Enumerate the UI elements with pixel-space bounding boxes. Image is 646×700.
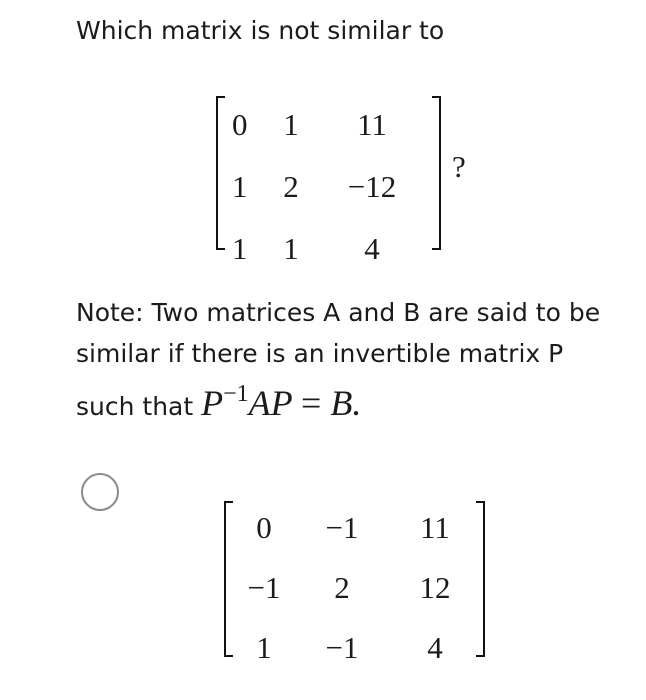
question-matrix [226,93,426,279]
matrix-cell: 0 [256,509,272,545]
matrix-cell: 1 [256,629,272,665]
matrix-cell: −1 [325,509,359,545]
matrix-cell: −1 [325,629,359,665]
matrix-cell: 1 [283,230,299,266]
formula-equals: = [301,383,322,423]
option-1-matrix [232,497,482,677]
question-matrix-right-bracket [432,96,441,250]
matrix-cell: 2 [283,168,299,204]
matrix-cell: −12 [347,168,397,204]
formula-exponent: −1 [223,381,249,407]
matrix-cell: 1 [283,106,299,142]
formula-b: B. [330,383,362,423]
matrix-cell: 2 [334,569,350,605]
matrix-cell: 11 [357,106,387,142]
question-prompt: Which matrix is not similar to [76,16,445,45]
similarity-note [76,292,616,427]
matrix-cell: 0 [232,106,248,142]
option-1-matrix-right-bracket [476,501,485,657]
matrix-cell: 11 [420,509,450,545]
formula-p: P [201,383,224,423]
matrix-cell: −1 [247,569,281,605]
matrix-cell: 4 [364,230,380,266]
note-text: Note: Two matrices A and B are said to be similar if there is an invertible matrix P such that [76,298,601,421]
matrix-cell: 1 [232,230,248,266]
matrix-cell: 12 [419,569,451,605]
question-mark: ? [452,149,466,184]
matrix-cell: 4 [427,629,443,665]
option-1-radio[interactable] [81,473,119,511]
similarity-formula [201,383,361,423]
question-matrix-left-bracket [216,96,225,250]
formula-ap: AP [248,383,293,423]
matrix-cell: 1 [232,168,248,204]
